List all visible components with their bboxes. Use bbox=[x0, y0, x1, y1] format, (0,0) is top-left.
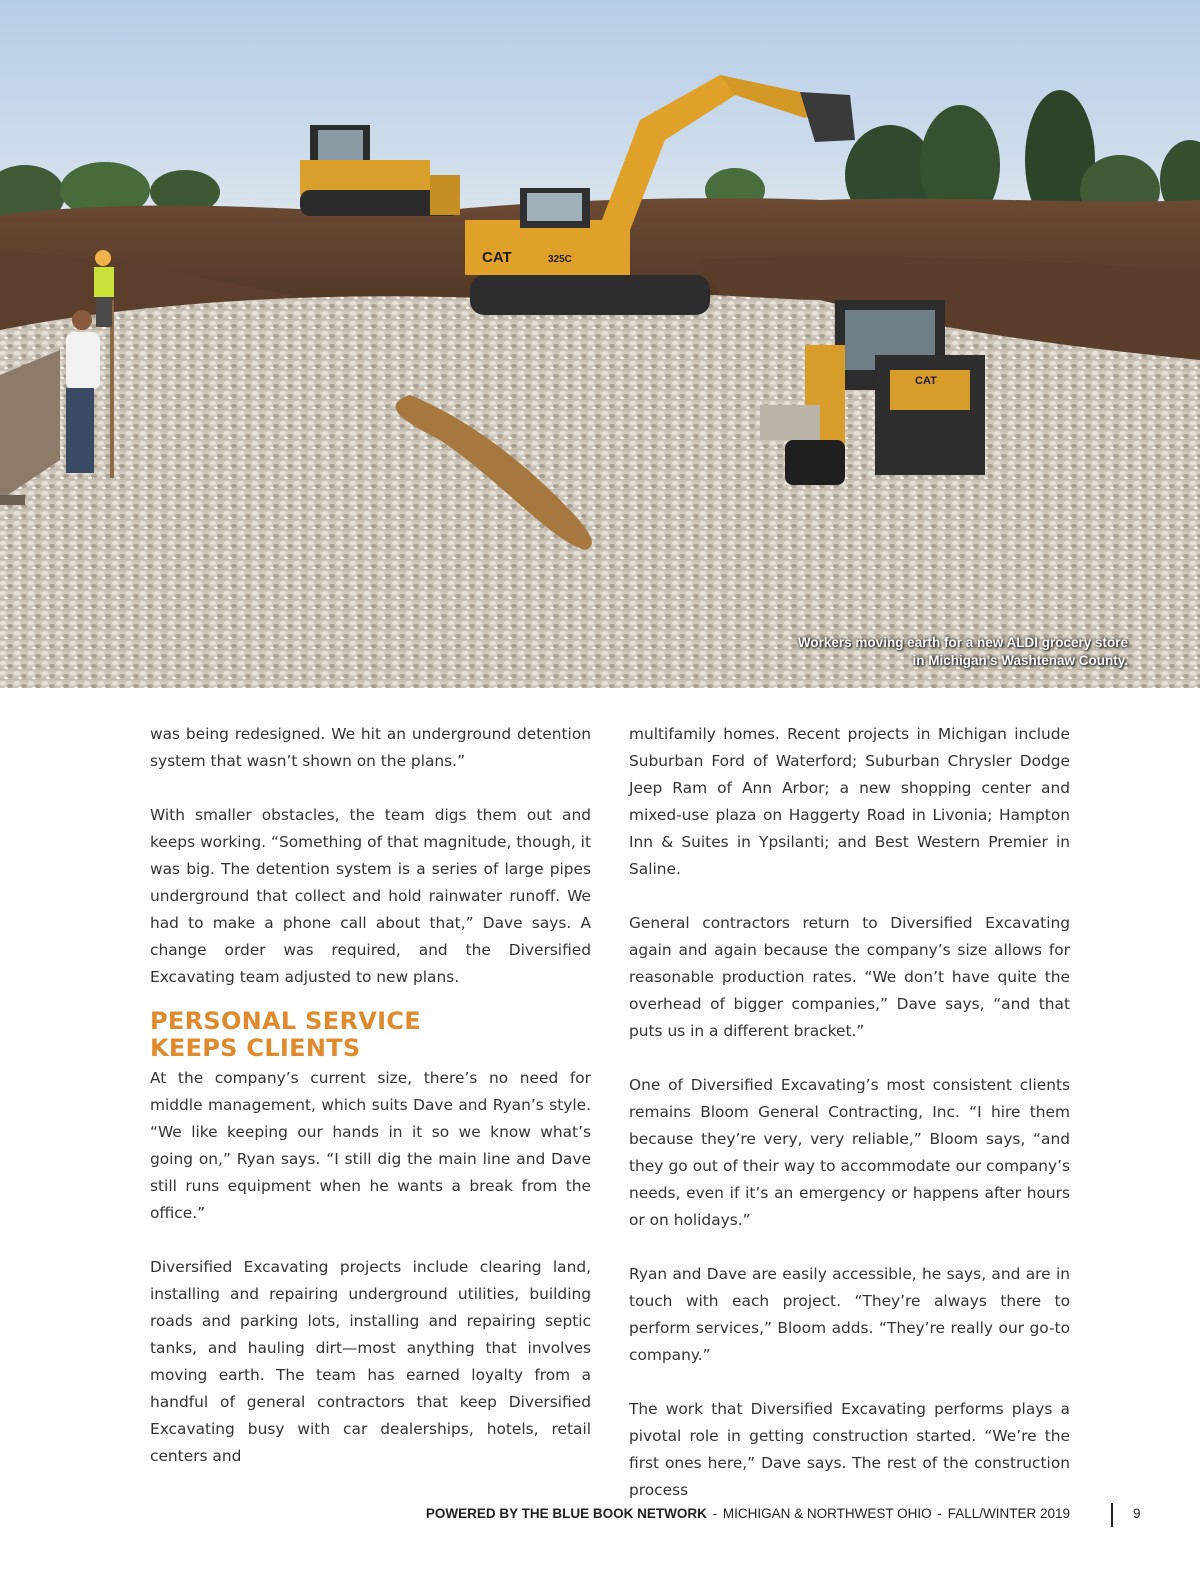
subhead-line-2: KEEPS CLIENTS bbox=[150, 1034, 361, 1062]
footer-issue: FALL/WINTER 2019 bbox=[947, 1506, 1070, 1521]
body-paragraph: Ryan and Dave are easily accessible, he says, and are in touch with each project. “They’re always there to perform services,” Bloom adds. “They’re really our go-to company.” bbox=[629, 1265, 1070, 1364]
page-number: 9 bbox=[1133, 1506, 1141, 1521]
footer-region: MICHIGAN & NORTHWEST OHIO bbox=[722, 1506, 932, 1521]
footer-separator: - bbox=[937, 1506, 942, 1521]
caption-line-1: Workers moving earth for a new ALDI grocery store bbox=[797, 635, 1128, 650]
excavator-model-text: 325C bbox=[548, 254, 572, 265]
body-paragraph: With smaller obstacles, the team digs them out and keeps working. “Something of that magnitude, though, it was big. The detention system is a series of large pipes underground that collect and hold rainwater runoff. We had to make a phone call about that,” Dave says. A change order was required, and the Diversified Excavating team adjusted to new plans. bbox=[150, 806, 591, 986]
body-paragraph: Diversified Excavating projects include clearing land, installing and repairing underground utilities, building roads and parking lots, installing and repairing septic tanks, and hauling dirt—most anything that involves moving earth. The team has earned loyalty from a handful of general contractors that keep Diversified Excavating busy with car dealerships, hotels, retail centers and bbox=[150, 1258, 591, 1465]
page-footer bbox=[426, 1506, 1070, 1521]
excavator-brand-text: CAT bbox=[482, 249, 512, 266]
body-paragraph: was being redesigned. We hit an underground detention system that wasn’t shown on the plans.” bbox=[150, 725, 591, 770]
skid-steer-brand-text: CAT bbox=[915, 375, 937, 387]
body-paragraph: At the company’s current size, there’s no need for middle management, which suits Dave and Ryan’s style. “We like keeping our hands in it so we know what’s going on,” Ryan says. “I still dig the main line and Dave still runs equipment when he wants a break from the office.” bbox=[150, 1069, 591, 1222]
body-paragraph: General contractors return to Diversified Excavating again and again because the company’s size allows for reasonable production rates. “We don’t have quite the overhead of bigger companies,” Dave says, “and that puts us in a different bracket.” bbox=[629, 914, 1070, 1040]
hero-photo bbox=[0, 0, 1200, 688]
left-column bbox=[150, 721, 591, 1470]
photo-caption bbox=[798, 634, 1128, 670]
bulldozer bbox=[300, 125, 460, 216]
section-subhead bbox=[150, 1008, 591, 1062]
footer-divider bbox=[1111, 1503, 1113, 1527]
construction-site-illustration bbox=[0, 0, 1200, 688]
footer-separator: - bbox=[712, 1506, 718, 1521]
body-paragraph: The work that Diversified Excavating performs plays a pivotal role in getting construction started. “We’re the first ones here,” Dave says. The rest of the construction process bbox=[629, 1400, 1070, 1499]
subhead-line-1: PERSONAL SERVICE bbox=[150, 1007, 421, 1035]
body-paragraph: multifamily homes. Recent projects in Michigan include Suburban Ford of Waterford; Suburban Chrysler Dodge Jeep Ram of Ann Arbor; a new shopping center and mixed-use plaza on Haggerty Road in Livonia; Hampton Inn & Suites in Ypsilanti; and Best Western Premier in Saline. bbox=[629, 725, 1070, 878]
footer-brand: POWERED BY THE BLUE BOOK NETWORK bbox=[425, 1506, 707, 1521]
right-column bbox=[629, 721, 1070, 1504]
caption-line-2: in Michigan’s Washtenaw County. bbox=[912, 653, 1128, 668]
body-paragraph: One of Diversified Excavating’s most consistent clients remains Bloom General Contracting, Inc. “I hire them because they’re very, very reliable,” Bloom says, “and they go out of their way to accommodate our company’s needs, even if it’s an emergency or happens after hours or on holidays.” bbox=[629, 1076, 1070, 1229]
